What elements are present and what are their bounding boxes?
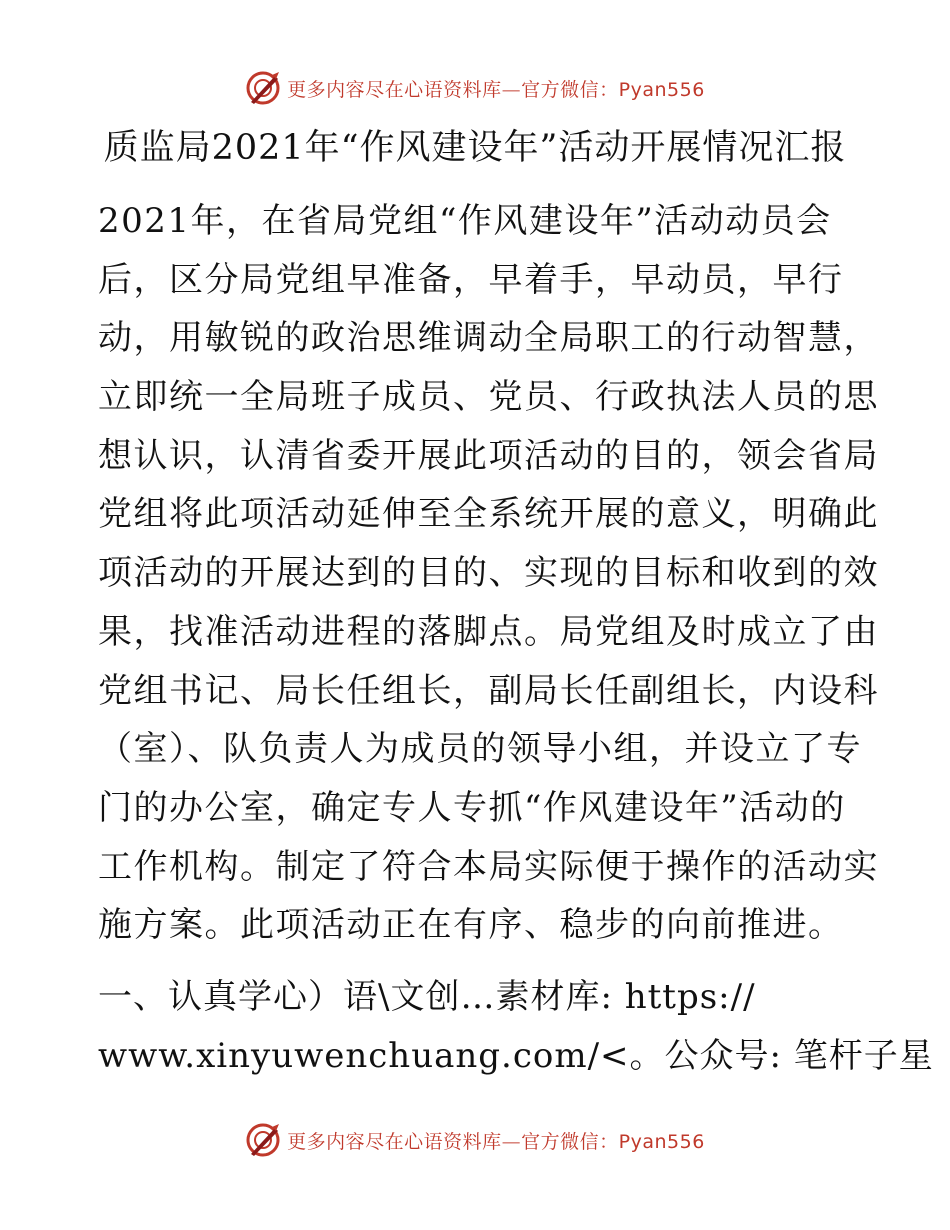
header-banner — [0, 70, 950, 106]
paragraph-line: 党组书记、局长任组长，副局长任副组长，内设科 — [98, 670, 879, 711]
body-paragraph-2 — [98, 968, 934, 1085]
footer-banner — [0, 1122, 950, 1158]
paragraph-line: 一、认真学心）语\文创…素材库: https:// — [98, 977, 756, 1017]
paragraph-line: 立即统一全局班子成员、党员、行政执法人员的思 — [98, 377, 879, 418]
paragraph-line: 门的办公室，确定专人专抓“作风建设年”活动的 — [98, 787, 846, 828]
brush-logo-icon — [245, 1122, 281, 1158]
paragraph-line: 动，用敏锐的政治思维调动全局职工的行动智慧， — [98, 318, 879, 359]
paragraph-line: 工作机构。制定了符合本局实际便于操作的活动实 — [98, 846, 879, 887]
footer-banner-text — [287, 1127, 705, 1154]
paragraph-line: 果，找准活动进程的落脚点。局党组及时成立了由 — [98, 611, 879, 652]
footer-banner-wechat: 官方微信：Pyan556 — [521, 1130, 705, 1153]
footer-banner-slogan: 更多内容尽在心语资料库 — [287, 1130, 502, 1153]
page-title: 质监局2021年“作风建设年”活动开展情况汇报 — [103, 128, 847, 168]
paragraph-line: www.xinyuwenchuang.com/<。公众号: 笔杆子星 — [98, 1035, 934, 1076]
paragraph-line: 后，区分局党组早准备，早着手，早动员，早行 — [98, 259, 844, 300]
brush-logo-icon — [245, 70, 281, 106]
header-banner-wechat: 官方微信：Pyan556 — [521, 78, 705, 101]
paragraph-line: 想认识，认清省委开展此项活动的目的，领会省局 — [98, 435, 879, 476]
paragraph-line: 党组将此项活动延伸至全系统开展的意义，明确此 — [98, 494, 879, 535]
paragraph-line: 施方案。此项活动正在有序、稳步的向前推进。 — [98, 905, 844, 946]
footer-banner-separator: — — [501, 1130, 522, 1153]
header-banner-text — [287, 75, 705, 102]
header-banner-separator: — — [501, 78, 522, 101]
paragraph-line: （室）、队负责人为成员的领导小组，并设立了专 — [98, 729, 862, 770]
paragraph-line: 项活动的开展达到的目的、实现的目标和收到的效 — [98, 553, 879, 594]
body-paragraph-1 — [98, 192, 879, 955]
paragraph-line: 2021年，在省局党组“作风建设年”活动动员会 — [98, 201, 832, 241]
header-banner-slogan: 更多内容尽在心语资料库 — [287, 78, 502, 101]
